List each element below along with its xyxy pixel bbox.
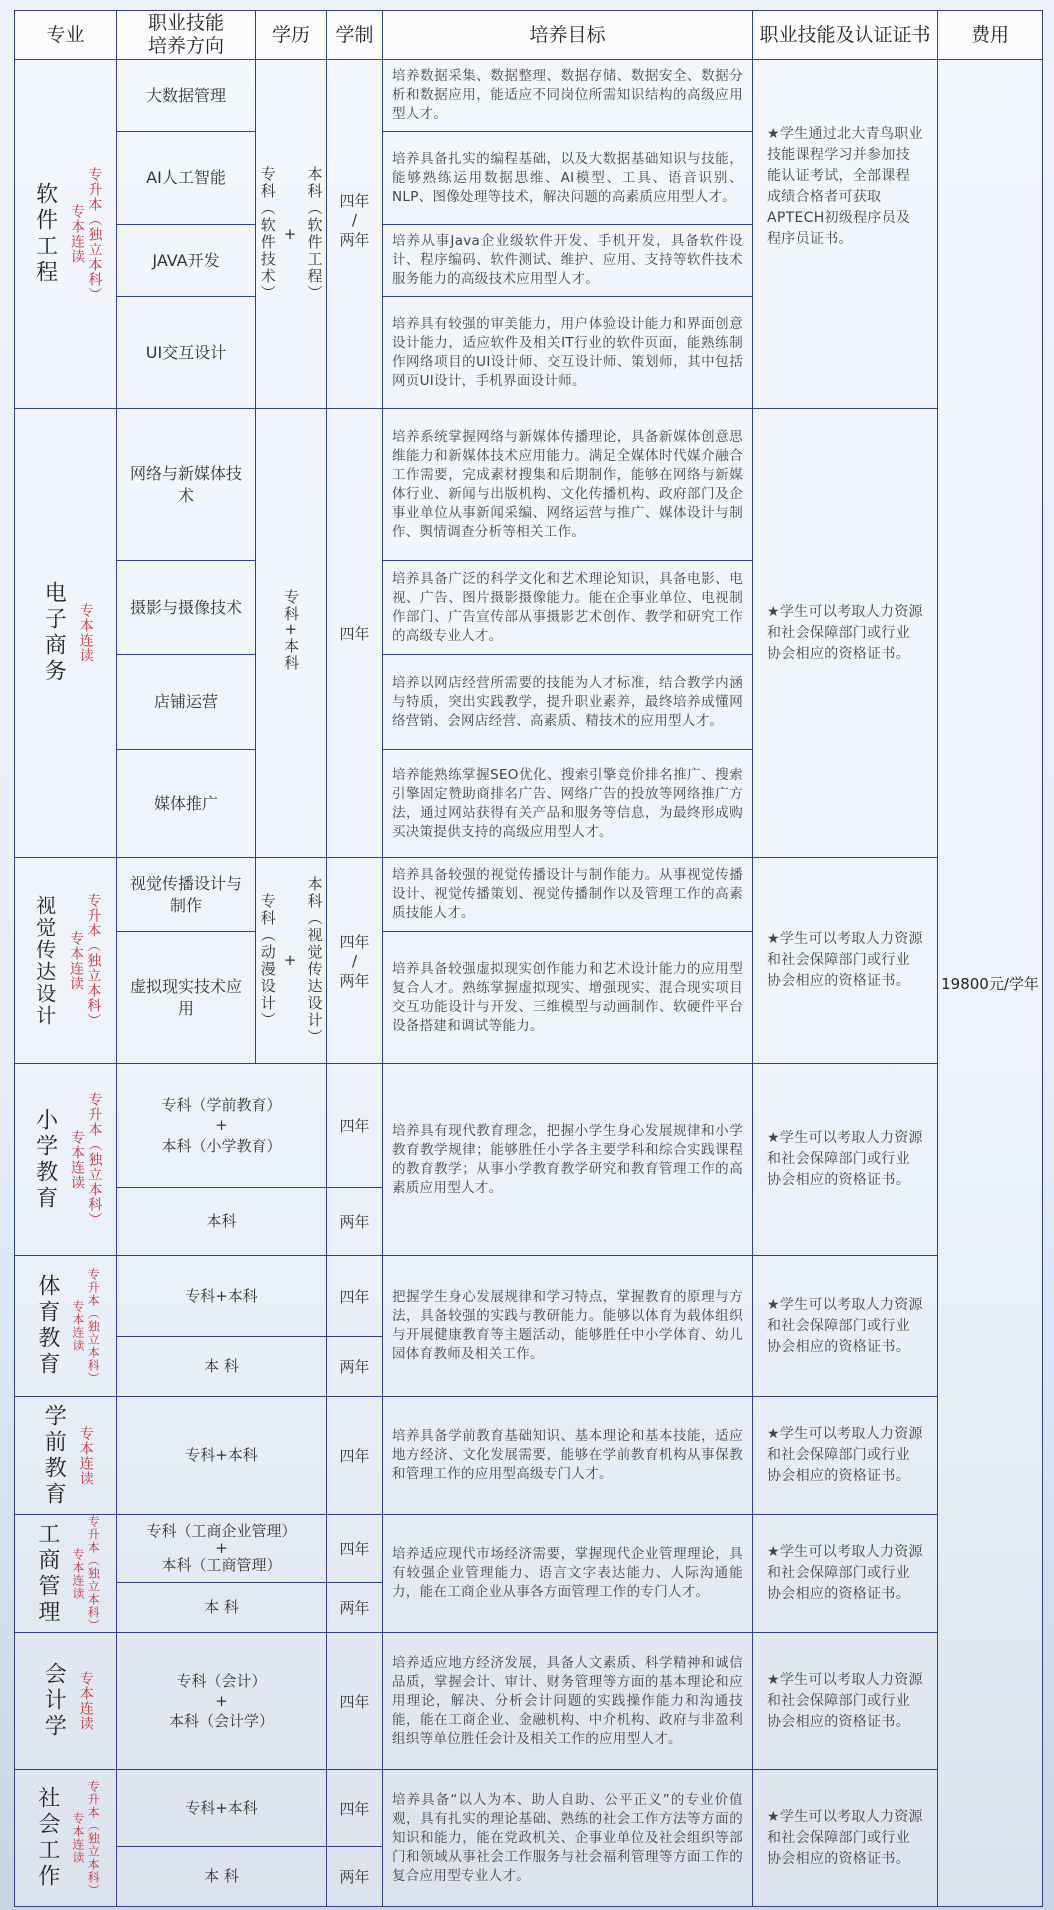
major-name: 会计学 [41, 1662, 67, 1740]
cert-cell: ★学生可以考取人力资源和社会保障部门或行业协会相应的资格证书。 [753, 1256, 938, 1397]
duration-cell: 四年 [327, 409, 383, 858]
education-cell: 本 科 [117, 1583, 327, 1633]
header-education: 学历 [256, 11, 327, 60]
table-row [15, 1064, 1043, 1188]
goal-cell: 培养具备较强虚拟现实创作能力和艺术设计能力的应用型复合人才。熟练掌握虚拟现实、增强现实、混合现实项目交互功能设计与开发、三维模型与动画制作、软硬件平台设备搭建和调试等能力。 [383, 932, 753, 1064]
major-tag: 专升本（独立本科） [85, 893, 102, 1028]
table-row [15, 1256, 1043, 1337]
major-software [15, 60, 117, 409]
goal-cell: 培养具备较强的视觉传播设计与制作能力。从事视觉传播设计、视觉传播策划、视觉传播制作以及管理工作的高素质技能人才。 [383, 858, 753, 932]
major-tag: 专本连读 [69, 204, 85, 264]
direction-cell: 视觉传播设计与制作 [117, 858, 256, 932]
major-name: 软件工程 [32, 182, 58, 286]
goal-cell: 培养数据采集、数据整理、数据存储、数据安全、数据分析和数据应用，能适应不同岗位所需知识结构的高级应用型人才。 [383, 60, 753, 132]
major-name: 视觉传达设计 [32, 894, 57, 1027]
major-tag: 专本连读 [77, 1425, 94, 1486]
major-name: 社会工作 [34, 1786, 60, 1890]
direction-cell: 网络与新媒体技术 [117, 409, 256, 561]
education-cell: 专科+本科 [117, 1256, 327, 1337]
table-row [15, 1770, 1043, 1847]
education-cell: 本 科 [117, 1337, 327, 1397]
direction-cell: JAVA开发 [117, 225, 256, 297]
education-cell: 本科（视觉传达设计） + 专科（动漫设计） [256, 858, 327, 1064]
major-name: 小学教育 [32, 1107, 58, 1212]
education-cell: 专科+本科 [117, 1397, 327, 1515]
direction-cell: 虚拟现实技术应用 [117, 932, 256, 1064]
header-duration: 学制 [327, 11, 383, 60]
major-preschool [15, 1397, 117, 1515]
major-social [15, 1770, 117, 1907]
major-tag: 专本连读 [77, 603, 94, 663]
duration-cell: 两年 [327, 1847, 383, 1907]
cert-cell: ★学生可以考取人力资源和社会保障部门或行业协会相应的资格证书。 [753, 1515, 938, 1633]
cert-cell: ★学生可以考取人力资源和社会保障部门或行业协会相应的资格证书。 [753, 1770, 938, 1907]
goal-cell: 把握学生身心发展规律和学习特点，掌握教育的原理与方法，具备较强的实践与教研能力。能够以体育为载体组织与开展健康教育等主题活动，能够胜任中小学体育、幼儿园体育教师及相关工作。 [383, 1256, 753, 1397]
major-name: 电子商务 [41, 581, 67, 685]
major-ecommerce [15, 409, 117, 858]
header-major: 专业 [15, 11, 117, 60]
duration-cell: 四年 [327, 1397, 383, 1515]
duration-cell: 四年 / 两年 [327, 858, 383, 1064]
major-name: 学前教育 [41, 1403, 67, 1508]
education-cell: 专科+本科 [256, 409, 327, 858]
table-row [15, 60, 1043, 132]
table-header [15, 11, 1043, 60]
major-tag: 专本连读 [71, 1547, 85, 1600]
direction-cell: 媒体推广 [117, 750, 256, 858]
major-tag: 专升本（独立本科） [86, 1515, 101, 1632]
goal-cell: 培养系统掌握网络与新媒体传播理论，具备新媒体创意思维能力和新媒体技术应用能力。满足全媒体时代媒介融合工作需要，完成素材搜集和后期制作，能够在网络与新媒体行业、新闻与出版机构、文化传播机构、政府部门及企事业单位从事新闻采编、网络运营与推广、媒体设计与制作、舆情调查分析等相关工作。 [383, 409, 753, 561]
education-cell: 专科（工商企业管理） + 本科（工商管理） [117, 1515, 327, 1583]
major-name: 工商管理 [34, 1521, 60, 1626]
goal-cell: 培养具备广泛的科学文化和艺术理论知识，具备电影、电视、广告、图片摄影摄像能力。能在企事业单位、电视制作部门、广告宣传部从事摄影艺术创作、教学和研究工作的高级专业人才。 [383, 561, 753, 655]
goal-cell: 培养具备学前教育基础知识、基本理论和基本技能，适应地方经济、文化发展需要，能够在学前教育机构从事保教和管理工作的应用型高级专门人才。 [383, 1397, 753, 1515]
cert-cell: ★学生可以考取人力资源和社会保障部门或行业协会相应的资格证书。 [753, 1633, 938, 1770]
table-row [15, 409, 1043, 561]
major-tag: 专升本（独立本科） [86, 1267, 101, 1385]
header-cert: 职业技能及认证证书 [753, 11, 938, 60]
major-tag: 专本连读 [71, 1300, 85, 1352]
education-cell: 专科（会计） + 本科（会计学） [117, 1633, 327, 1770]
duration-cell: 四年 [327, 1064, 383, 1188]
table-row [15, 1633, 1043, 1770]
goal-cell: 培养能熟练掌握SEO优化、搜索引擎竞价排名推广、搜索引擎固定赞助商排名广告、网络广告的投放等网络推广方法，通过网站获得有关产品和服务等信息，为最终形成购买决策提供支持的高级应用型人才。 [383, 750, 753, 858]
education-cell: 专科（学前教育） + 本科（小学教育） [117, 1064, 327, 1188]
goal-cell: 培养具备扎实的编程基础，以及大数据基础知识与技能，能够熟练运用数据思维、AI模型、工具、语音识别、NLP、图像处理等技术，解决问题的高素质应用型人才。 [383, 132, 753, 225]
major-primary [15, 1064, 117, 1256]
major-tag: 专本连读 [71, 1812, 85, 1864]
direction-cell: 店铺运营 [117, 655, 256, 750]
goal-cell: 培养以网店经营所需要的技能为人才标准，结合教学内涵与特质，突出实践教学，提升职业素养，最终培养成懂网络营销、会网店经营、高素质、精技术的应用型人才。 [383, 655, 753, 750]
major-tag: 专升本（独立本科） [86, 1779, 101, 1897]
goal-cell: 培养具备“以人为本、助人自助、公平正义”的专业价值观，具有扎实的理论基础、熟练的社会工作方法等方面的知识和能力，能在党政机关、企事业单位及社会组织等部门和领域从事社会工作服务与社会福利管理等方面工作的复合应用型专业人才。 [383, 1770, 753, 1907]
goal-cell: 培养适应地方经济发展，具备人文素质、科学精神和诚信品质，掌握会计、审计、财务管理等方面的基本理论和应用理论，解决、分析会计问题的实践操作能力和沟通技能，能在工商企业、金融机构、中介机构、政府与非盈利组织等单位胜任会计及相关工作的应用型人才。 [383, 1633, 753, 1770]
direction-cell: 大数据管理 [117, 60, 256, 132]
table-row [15, 1515, 1043, 1583]
education-cell: 本科 [117, 1188, 327, 1256]
table-row [15, 1397, 1043, 1515]
header-fee: 费用 [938, 11, 1043, 60]
cert-cell: ★学生可以考取人力资源和社会保障部门或行业协会相应的资格证书。 [753, 409, 938, 858]
major-name: 体育教育 [34, 1274, 60, 1378]
duration-cell: 四年 / 两年 [327, 60, 383, 409]
goal-cell: 培养从事Java企业级软件开发、手机开发，具备软件设计、程序编码、软件测试、维护、应用、支持等软件技术服务能力的高级技术应用型人才。 [383, 225, 753, 297]
education-cell: 本科（软件工程） + 专科（软件技术） [256, 60, 327, 409]
goal-cell: 培养适应现代市场经济需要，掌握现代企业管理理论，具有较强企业管理能力、语言文字表达能力、人际沟通能力，能在工商企业从事各方面管理工作的专门人才。 [383, 1515, 753, 1633]
goal-cell: 培养具有较强的审美能力，用户体验设计能力和界面创意设计能力，适应软件及相关IT行业的软件页面，能熟练制作网络项目的UI设计师、交互设计师、策划师，其中包括网页UI设计，手机界面设计师。 [383, 297, 753, 409]
duration-cell: 四年 [327, 1515, 383, 1583]
duration-cell: 四年 [327, 1633, 383, 1770]
direction-cell: AI人工智能 [117, 132, 256, 225]
major-pe [15, 1256, 117, 1397]
duration-cell: 两年 [327, 1583, 383, 1633]
education-cell: 本 科 [117, 1847, 327, 1907]
major-visual [15, 858, 117, 1064]
direction-cell: UI交互设计 [117, 297, 256, 409]
fee-cell: 19800元/学年 [938, 60, 1043, 1907]
curriculum-table [14, 10, 1043, 1907]
duration-cell: 四年 [327, 1770, 383, 1847]
curriculum-table-wrapper [14, 10, 1042, 1907]
major-tag: 专升本（独立本科） [86, 166, 103, 302]
cert-cell: ★学生通过北大青鸟职业技能课程学习并参加技能认证考试，全部课程成绩合格者可获取APTECH初级程序员及程序员证书。 [753, 60, 938, 409]
major-tag: 专本连读 [69, 1129, 85, 1190]
cert-cell: ★学生可以考取人力资源和社会保障部门或行业协会相应的资格证书。 [753, 858, 938, 1064]
major-tag: 专本连读 [77, 1671, 94, 1731]
major-tag: 专升本（独立本科） [86, 1092, 103, 1227]
table-row [15, 858, 1043, 932]
cert-cell: ★学生可以考取人力资源和社会保障部门或行业协会相应的资格证书。 [753, 1397, 938, 1515]
cert-cell: ★学生可以考取人力资源和社会保障部门或行业协会相应的资格证书。 [753, 1064, 938, 1256]
header-direction: 职业技能 培养方向 [117, 11, 256, 60]
duration-cell: 两年 [327, 1188, 383, 1256]
education-cell: 专科+本科 [117, 1770, 327, 1847]
goal-cell: 培养具有现代教育理念，把握小学生身心发展规律和小学教育教学规律；能够胜任小学各主要学科和综合实践课程的教育教学；从事小学教育教学研究和教育管理工作的高素质应用型人才。 [383, 1064, 753, 1256]
major-accounting [15, 1633, 117, 1770]
major-tag: 专本连读 [68, 930, 84, 991]
duration-cell: 四年 [327, 1256, 383, 1337]
duration-cell: 两年 [327, 1337, 383, 1397]
major-business [15, 1515, 117, 1633]
header-goal: 培养目标 [383, 11, 753, 60]
direction-cell: 摄影与摄像技术 [117, 561, 256, 655]
